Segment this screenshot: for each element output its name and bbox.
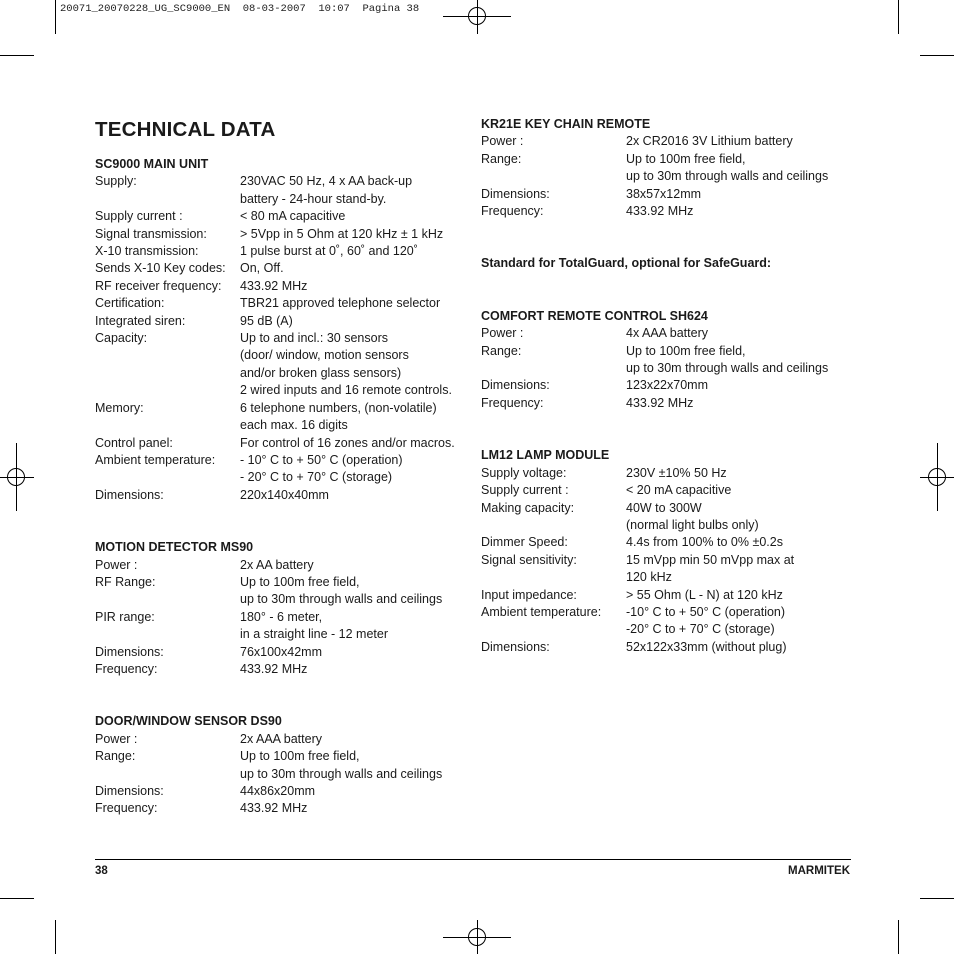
spec-row	[95, 226, 475, 243]
spec-value: -10° C to + 50° C (operation)	[626, 604, 786, 619]
spec-section	[481, 308, 861, 412]
spec-value: Up to 100m free field,	[240, 749, 360, 764]
section-title: COMFORT REMOTE CONTROL SH624	[481, 308, 708, 323]
spec-row	[95, 347, 475, 364]
spec-value: battery - 24-hour stand-by.	[240, 191, 387, 206]
spec-value: 2 wired inputs and 16 remote controls.	[240, 383, 452, 398]
section-title: LM12 LAMP MODULE	[481, 448, 610, 463]
spec-value: 38x57x12mm	[626, 186, 702, 201]
spec-label: X-10 transmission:	[95, 244, 199, 259]
spec-value: (normal light bulbs only)	[626, 517, 759, 532]
spec-row	[95, 644, 475, 661]
spec-section	[481, 447, 861, 656]
spec-row	[481, 343, 861, 360]
spec-section	[481, 116, 861, 220]
spec-label: Integrated siren:	[95, 313, 186, 328]
spec-value: up to 30m through walls and ceilings	[240, 592, 443, 607]
spec-value: each max. 16 digits	[240, 418, 348, 433]
print-slug: 20071_20070228_UG_SC9000_EN 08-03-2007 10:07 Pagina 38	[60, 3, 420, 15]
spec-value: TBR21 approved telephone selector	[240, 296, 441, 311]
spec-label: RF Range:	[95, 574, 156, 589]
spec-value: < 80 mA capacitive	[240, 209, 346, 224]
spec-row	[95, 626, 475, 643]
spec-label-spacer	[95, 591, 240, 608]
spec-label: Sends X-10 Key codes:	[95, 261, 226, 276]
spec-value: 40W to 300W	[626, 500, 702, 515]
spec-label: Capacity:	[95, 331, 148, 346]
spec-value: 2x AAA battery	[240, 731, 322, 746]
spec-label-spacer	[95, 347, 240, 364]
crop-mark-bottom-right-h	[920, 898, 954, 899]
spec-row	[481, 395, 861, 412]
spec-label: Supply current :	[481, 483, 569, 498]
spec-value: up to 30m through walls and ceilings	[240, 766, 443, 781]
crop-mark-top-right-h	[920, 55, 954, 56]
crop-mark-bottom-left-h	[0, 898, 34, 899]
spec-label: Making capacity:	[481, 500, 575, 515]
spec-label: Supply current :	[95, 209, 183, 224]
spec-label: Frequency:	[95, 661, 158, 676]
spec-value: 230V ±10% 50 Hz	[626, 465, 727, 480]
spec-row	[481, 186, 861, 203]
spec-section	[95, 156, 475, 504]
spec-value: Up to 100m free field,	[626, 151, 746, 166]
section-title: MOTION DETECTOR MS90	[95, 540, 254, 555]
spec-row	[95, 330, 475, 347]
spec-row	[481, 377, 861, 394]
crop-mark-top-left-h	[0, 55, 34, 56]
spec-row	[481, 465, 861, 482]
spec-label: Power :	[95, 557, 138, 572]
brand-name: MARMITEK	[788, 865, 850, 877]
right-column	[481, 116, 861, 656]
spec-label-spacer	[95, 417, 240, 434]
spec-row	[481, 203, 861, 220]
spec-label: Dimensions:	[95, 784, 164, 798]
spec-row	[481, 569, 861, 586]
spec-label: Power :	[95, 731, 138, 746]
spec-label-spacer	[481, 569, 626, 586]
spec-row	[95, 313, 475, 330]
crop-mark-top-right-v	[898, 0, 899, 34]
spec-row	[481, 552, 861, 569]
spec-row	[481, 534, 861, 551]
spec-section	[95, 539, 475, 678]
section-note: Standard for TotalGuard, optional for SafeGuard:	[481, 256, 772, 271]
spec-value: 15 mVpp min 50 mVpp max at	[626, 552, 795, 567]
spec-row	[95, 800, 475, 817]
spec-label-spacer	[481, 168, 626, 185]
spec-label-spacer	[481, 517, 626, 534]
spec-value: in a straight line - 12 meter	[240, 627, 388, 642]
spec-label: Frequency:	[481, 395, 544, 410]
spec-label: Dimensions:	[481, 186, 550, 201]
spec-value: 120 kHz	[626, 570, 672, 585]
spec-value: < 20 mA capacitive	[626, 483, 732, 498]
spec-label: Dimensions:	[481, 639, 550, 654]
spec-label: Dimensions:	[95, 487, 164, 502]
spec-row	[95, 365, 475, 382]
spec-label-spacer	[95, 365, 240, 382]
spec-value: 433.92 MHz	[240, 661, 308, 676]
spec-label: Range:	[481, 343, 522, 358]
spec-row	[95, 278, 475, 295]
spec-label-spacer	[95, 382, 240, 399]
spec-row	[95, 661, 475, 678]
spec-row	[95, 435, 475, 452]
spec-value: > 5Vpp in 5 Ohm at 120 kHz ± 1 kHz	[240, 226, 444, 241]
spec-label: Dimensions:	[481, 378, 550, 393]
section-title: KR21E KEY CHAIN REMOTE	[481, 117, 651, 131]
spec-value: 1 pulse burst at 0˚, 60˚ and 120˚	[240, 244, 418, 259]
spec-value: (door/ window, motion sensors	[240, 348, 409, 363]
spec-row	[95, 400, 475, 417]
spec-label: Power :	[481, 326, 524, 341]
spec-label: Ambient temperature:	[95, 452, 216, 467]
spec-row	[481, 604, 861, 621]
crop-mark-bottom-left-v	[55, 920, 56, 954]
spec-row	[95, 295, 475, 312]
spec-row	[481, 621, 861, 638]
spec-value: 433.92 MHz	[626, 204, 694, 219]
spec-row	[481, 325, 861, 342]
left-column	[95, 156, 475, 818]
spec-label-spacer	[481, 360, 626, 377]
spec-row	[481, 151, 861, 168]
spec-row	[481, 168, 861, 185]
spec-value: - 20° C to + 70° C (storage)	[240, 470, 393, 485]
spec-row	[481, 639, 861, 656]
spec-row	[95, 487, 475, 504]
spec-value: Up to and incl.: 30 sensors	[240, 331, 388, 346]
spec-value: 44x86x20mm	[240, 784, 316, 798]
spec-row	[95, 731, 475, 748]
spec-value: Up to 100m free field,	[240, 574, 360, 589]
spec-value: For control of 16 zones and/or macros.	[240, 435, 455, 450]
spec-row	[95, 417, 475, 434]
spec-label: Supply voltage:	[481, 465, 567, 480]
spec-row	[95, 766, 475, 783]
spec-value: 433.92 MHz	[240, 801, 308, 816]
spec-value: 123x22x70mm	[626, 378, 708, 393]
spec-row	[95, 557, 475, 574]
spec-label-spacer	[95, 626, 240, 643]
spec-row	[95, 191, 475, 208]
spec-value: 230VAC 50 Hz, 4 x AA back-up	[240, 174, 413, 189]
spec-label: Ambient temperature:	[481, 604, 602, 619]
spec-label: Signal transmission:	[95, 226, 207, 241]
spec-value: - 10° C to + 50° C (operation)	[240, 452, 403, 467]
spec-value: 4.4s from 100% to 0% ±0.2s	[626, 535, 783, 550]
spec-value: 6 telephone numbers, (non-volatile)	[240, 400, 437, 415]
spec-value: 2x CR2016 3V Lithium battery	[626, 134, 793, 149]
spec-value: 2x AA battery	[240, 557, 314, 572]
spec-label: Signal sensitivity:	[481, 552, 577, 567]
spec-value: On, Off.	[240, 261, 284, 276]
spec-row	[95, 609, 475, 626]
spec-row	[95, 574, 475, 591]
spec-row	[481, 133, 861, 150]
spec-label: Dimensions:	[95, 644, 164, 659]
spec-value: up to 30m through walls and ceilings	[626, 361, 829, 376]
spec-label: RF receiver frequency:	[95, 278, 222, 293]
spec-label: Memory:	[95, 400, 144, 415]
spec-row	[481, 482, 861, 499]
footer-divider	[95, 859, 851, 860]
spec-label: Range:	[481, 151, 522, 166]
spec-label: Control panel:	[95, 435, 173, 450]
spec-row	[95, 208, 475, 225]
spec-label-spacer	[95, 191, 240, 208]
spec-label: Range:	[95, 749, 136, 764]
section-title: DOOR/WINDOW SENSOR DS90	[95, 714, 282, 729]
spec-value: > 55 Ohm (L - N) at 120 kHz	[626, 587, 783, 602]
section-title: SC9000 MAIN UNIT	[95, 157, 209, 171]
page-title: TECHNICAL DATA	[95, 118, 276, 141]
spec-row	[95, 591, 475, 608]
spec-row	[95, 748, 475, 765]
spec-value: 52x122x33mm (without plug)	[626, 639, 787, 654]
page-number: 38	[95, 865, 108, 877]
crop-mark-top-left-v	[55, 0, 56, 34]
spec-value: 220x140x40mm	[240, 487, 329, 502]
spec-row	[95, 243, 475, 260]
spec-row	[95, 260, 475, 277]
spec-label: Dimmer Speed:	[481, 535, 568, 550]
spec-row	[481, 360, 861, 377]
spec-row	[481, 517, 861, 534]
spec-label-spacer	[95, 469, 240, 486]
spec-row	[95, 469, 475, 486]
spec-label-spacer	[481, 621, 626, 638]
spec-row	[95, 382, 475, 399]
spec-row	[481, 500, 861, 517]
spec-value: Up to 100m free field,	[626, 343, 746, 358]
spec-value: up to 30m through walls and ceilings	[626, 169, 829, 184]
spec-value: and/or broken glass sensors)	[240, 365, 402, 380]
spec-label: Power :	[481, 134, 524, 149]
spec-label-spacer	[95, 766, 240, 783]
spec-label: Certification:	[95, 296, 165, 311]
spec-value: 4x AAA battery	[626, 326, 708, 341]
spec-value: 433.92 MHz	[626, 395, 694, 410]
spec-value: 180° - 6 meter,	[240, 609, 323, 624]
spec-label: Input impedance:	[481, 587, 577, 602]
spec-row	[95, 452, 475, 469]
spec-label: Supply:	[95, 174, 137, 189]
crop-mark-bottom-right-v	[898, 920, 899, 954]
spec-row	[95, 173, 475, 190]
spec-row	[481, 587, 861, 604]
spec-row	[95, 783, 475, 800]
spec-value: 95 dB (A)	[240, 313, 293, 328]
spec-value: -20° C to + 70° C (storage)	[626, 622, 775, 637]
spec-section	[95, 713, 475, 817]
spec-value: 76x100x42mm	[240, 644, 322, 659]
spec-label: Frequency:	[481, 204, 544, 219]
spec-value: 433.92 MHz	[240, 278, 308, 293]
spec-label: Frequency:	[95, 801, 158, 816]
spec-section	[481, 255, 861, 272]
spec-label: PIR range:	[95, 609, 155, 624]
